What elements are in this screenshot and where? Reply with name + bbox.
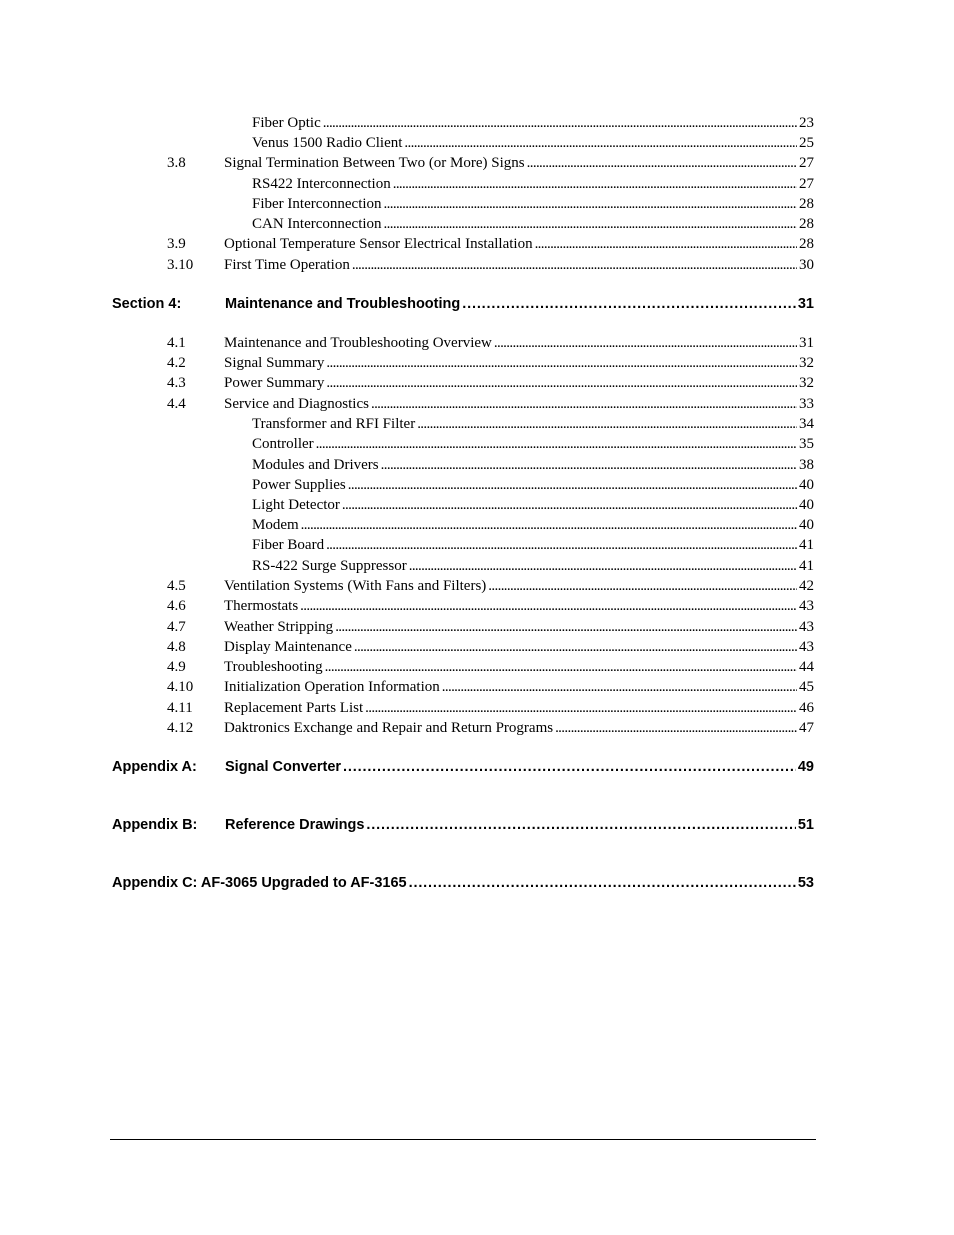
leader-dots [352, 255, 797, 275]
leader-dots [555, 718, 797, 738]
toc-section-heading[interactable] [0, 294, 954, 314]
toc-entry-title: Ventilation Systems (With Fans and Filters) [224, 578, 487, 594]
toc-entry-title: Initialization Operation Information [224, 679, 440, 695]
toc-entry-page: 31 [797, 296, 814, 312]
toc-entry-page: 43 [799, 619, 814, 635]
toc-entry-title: Modem [252, 517, 299, 533]
leader-dots [384, 194, 797, 214]
toc-entry-page: 25 [799, 135, 814, 151]
toc-entry-title: Venus 1500 Radio Client [252, 135, 403, 151]
leader-dots [301, 515, 797, 535]
leader-dots [417, 414, 797, 434]
toc-entry-number: 4.3 [167, 375, 186, 391]
toc-entry-page: 40 [799, 497, 814, 513]
leader-dots [343, 757, 796, 777]
leader-dots [300, 596, 797, 616]
toc-entry-number: 4.5 [167, 578, 186, 594]
toc-entry-title: Weather Stripping [224, 619, 334, 635]
toc-entry-title: Transformer and RFI Filter [252, 416, 416, 432]
toc-entry-number: 4.10 [167, 679, 194, 695]
toc-entry[interactable] [0, 194, 954, 214]
toc-entry[interactable] [0, 133, 954, 153]
toc-entry-page: 51 [797, 817, 814, 833]
toc-entry-title: Fiber Optic [252, 115, 321, 131]
toc-entry-number: 4.6 [167, 598, 186, 614]
toc-entry[interactable] [0, 515, 954, 535]
toc-entry[interactable] [0, 153, 954, 173]
toc-entry-page: 42 [799, 578, 814, 594]
toc-entry[interactable] [0, 214, 954, 234]
leader-dots [326, 373, 797, 393]
toc-section-heading[interactable] [0, 815, 954, 835]
toc-entry-page: 30 [799, 257, 814, 273]
leader-dots [326, 353, 797, 373]
leader-dots [323, 113, 797, 133]
toc-entry-page: 27 [799, 176, 814, 192]
toc-entry-page: 32 [799, 375, 814, 391]
toc-entry-page: 40 [799, 477, 814, 493]
toc-entry-page: 40 [799, 517, 814, 533]
toc-entry-page: 46 [799, 700, 814, 716]
toc-entry-page: 47 [799, 720, 814, 736]
toc-entry[interactable] [0, 455, 954, 475]
toc-entry-page: 32 [799, 355, 814, 371]
toc-entry[interactable] [0, 255, 954, 275]
section-label: Section 4: [112, 296, 182, 312]
toc-entry[interactable] [0, 556, 954, 576]
toc-entry[interactable] [0, 475, 954, 495]
toc-entry-number: 4.7 [167, 619, 186, 635]
toc-entry-page: 27 [799, 155, 814, 171]
toc-entry[interactable] [0, 535, 954, 555]
toc-entry[interactable] [0, 414, 954, 434]
toc-entry[interactable] [0, 353, 954, 373]
toc-entry-number: 3.8 [167, 155, 186, 171]
toc-entry-title: Fiber Interconnection [252, 196, 382, 212]
toc-entry-title: Service and Diagnostics [224, 396, 369, 412]
toc-entry-title: CAN Interconnection [252, 216, 382, 232]
toc-entry[interactable] [0, 677, 954, 697]
toc-entry[interactable] [0, 718, 954, 738]
toc-entry-number: 4.1 [167, 335, 186, 351]
toc-entry-page: 53 [797, 875, 814, 891]
leader-dots [409, 556, 797, 576]
leader-dots [326, 535, 797, 555]
toc-entry[interactable] [0, 174, 954, 194]
toc-entry[interactable] [0, 617, 954, 637]
toc-entry-page: 43 [799, 639, 814, 655]
leader-dots [494, 333, 797, 353]
toc-entry[interactable] [0, 373, 954, 393]
leader-dots [325, 657, 797, 677]
toc-entry-page: 28 [799, 236, 814, 252]
toc-entry-title: Modules and Drivers [252, 457, 379, 473]
leader-dots [335, 617, 797, 637]
leader-dots [342, 495, 797, 515]
footer-rule [110, 1139, 816, 1140]
leader-dots [535, 234, 797, 254]
toc-entry-title: Replacement Parts List [224, 700, 364, 716]
leader-dots [527, 153, 797, 173]
toc-entry[interactable] [0, 394, 954, 414]
toc-entry[interactable] [0, 657, 954, 677]
toc-entry-title: Optional Temperature Sensor Electrical Installation [224, 236, 533, 252]
leader-dots [409, 873, 796, 893]
toc-entry-title: Power Summary [224, 375, 325, 391]
toc-entry-title: Signal Termination Between Two (or More) Signs [224, 155, 525, 171]
toc-entry-page: 28 [799, 216, 814, 232]
toc-entry-page: 35 [799, 436, 814, 452]
toc-entry-page: 34 [799, 416, 814, 432]
leader-dots [354, 637, 797, 657]
toc-section-heading[interactable] [0, 873, 954, 893]
toc-entry-title: Troubleshooting [224, 659, 323, 675]
toc-entry[interactable] [0, 434, 954, 454]
toc-entry[interactable] [0, 234, 954, 254]
toc-entry-title: Reference Drawings [225, 817, 365, 833]
leader-dots [316, 434, 797, 454]
toc-section-heading[interactable] [0, 757, 954, 777]
leader-dots [462, 294, 796, 314]
toc-entry-number: 3.9 [167, 236, 186, 252]
toc-entry-title: Thermostats [224, 598, 299, 614]
section-label: Appendix B: [112, 817, 198, 833]
toc-entry[interactable] [0, 576, 954, 596]
toc-entry-title: Maintenance and Troubleshooting Overview [224, 335, 492, 351]
toc-entry-title: Light Detector [252, 497, 340, 513]
toc-entry[interactable] [0, 637, 954, 657]
toc-entry-title: First Time Operation [224, 257, 350, 273]
toc-entry-title: Fiber Board [252, 537, 325, 553]
toc-entry-number: 4.2 [167, 355, 186, 371]
toc-entry[interactable] [0, 333, 954, 353]
leader-dots [381, 455, 797, 475]
toc-entry-number: 3.10 [167, 257, 194, 273]
toc-entry-title: Maintenance and Troubleshooting [225, 296, 461, 312]
toc-entry-title: Display Maintenance [224, 639, 352, 655]
section-label: Appendix A: [112, 759, 197, 775]
toc-entry-page: 41 [799, 558, 814, 574]
toc-entry-page: 43 [799, 598, 814, 614]
toc-entry-number: 4.8 [167, 639, 186, 655]
toc-entry[interactable] [0, 596, 954, 616]
toc-entry[interactable] [0, 495, 954, 515]
toc-entry-number: 4.11 [167, 700, 193, 716]
toc-entry-title: Daktronics Exchange and Repair and Return Programs [224, 720, 554, 736]
leader-dots [488, 576, 797, 596]
toc-entry-page: 28 [799, 196, 814, 212]
toc-entry-page: 41 [799, 537, 814, 553]
toc-entry-number: 4.9 [167, 659, 186, 675]
leader-dots [384, 214, 797, 234]
leader-dots [404, 133, 797, 153]
leader-dots [348, 475, 797, 495]
toc-entry-title: Power Supplies [252, 477, 346, 493]
leader-dots [365, 698, 797, 718]
toc-entry-title: RS-422 Surge Suppressor [252, 558, 407, 574]
toc-entry-title: Signal Summary [224, 355, 325, 371]
toc-entry-title: RS422 Interconnection [252, 176, 391, 192]
toc-entry-number: 4.12 [167, 720, 194, 736]
toc-entry-page: 38 [799, 457, 814, 473]
toc-entry-title: Appendix C: AF-3065 Upgraded to AF-3165 [112, 875, 407, 891]
toc-entry-page: 49 [797, 759, 814, 775]
toc-entry-page: 33 [799, 396, 814, 412]
toc-entry[interactable] [0, 113, 954, 133]
toc-entry-page: 23 [799, 115, 814, 131]
toc-entry-page: 44 [799, 659, 814, 675]
toc-entry-page: 31 [799, 335, 814, 351]
toc-entry-title: Signal Converter [225, 759, 342, 775]
leader-dots [393, 174, 797, 194]
toc-entry-title: Controller [252, 436, 314, 452]
leader-dots [442, 677, 797, 697]
leader-dots [371, 394, 797, 414]
toc-entry-number: 4.4 [167, 396, 186, 412]
toc-entry-page: 45 [799, 679, 814, 695]
leader-dots [366, 815, 795, 835]
toc-entry[interactable] [0, 698, 954, 718]
